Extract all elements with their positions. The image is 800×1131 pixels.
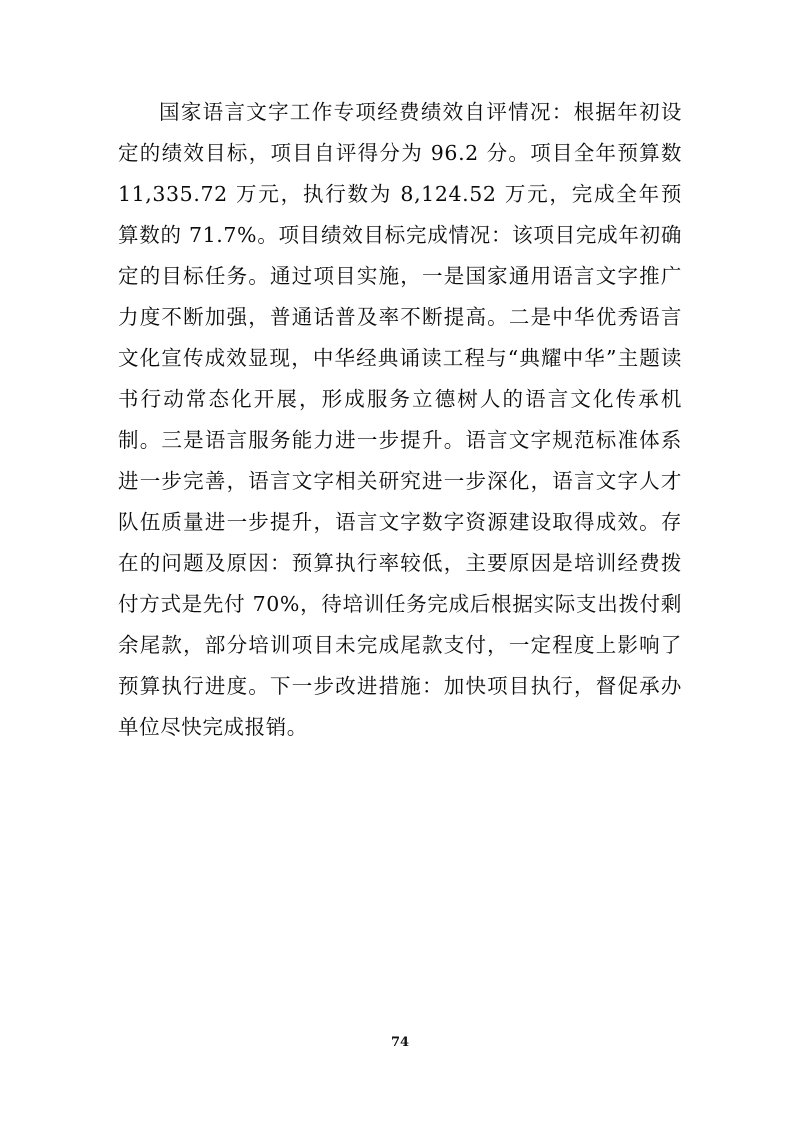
page-content xyxy=(118,92,690,748)
body-paragraph: 国家语言文字工作专项经费绩效自评情况：根据年初设定的绩效目标，项目自评得分为 96.2 分。项目全年预算数 11,335.72 万元，执行数为 8,124.52 万元，完成全年预算数的 71.7%。项目绩效目标完成情况：该项目完成年初确定的目标任务。通过项目实施，一是国家通用语言文字推广力度不断加强，普通话普及率不断提高。二是中华优秀语言文化宣传成效显现，中华经典诵读工程与“典耀中华”主题读书行动常态化开展，形成服务立德树人的语言文化传承机制。三是语言服务能力进一步提升。语言文字规范标准体系进一步完善，语言文字相关研究进一步深化，语言文字人才队伍质量进一步提升，语言文字数字资源建设取得成效。存在的问题及原因：预算执行率较低，主要原因是培训经费拨付方式是先付 70%，待培训任务完成后根据实际支出拨付剩余尾款，部分培训项目未完成尾款支付，一定程度上影响了预算执行进度。下一步改进措施：加快项目执行，督促承办单位尽快完成报销。 xyxy=(118,100,690,739)
page-number: 74 xyxy=(390,1035,410,1050)
